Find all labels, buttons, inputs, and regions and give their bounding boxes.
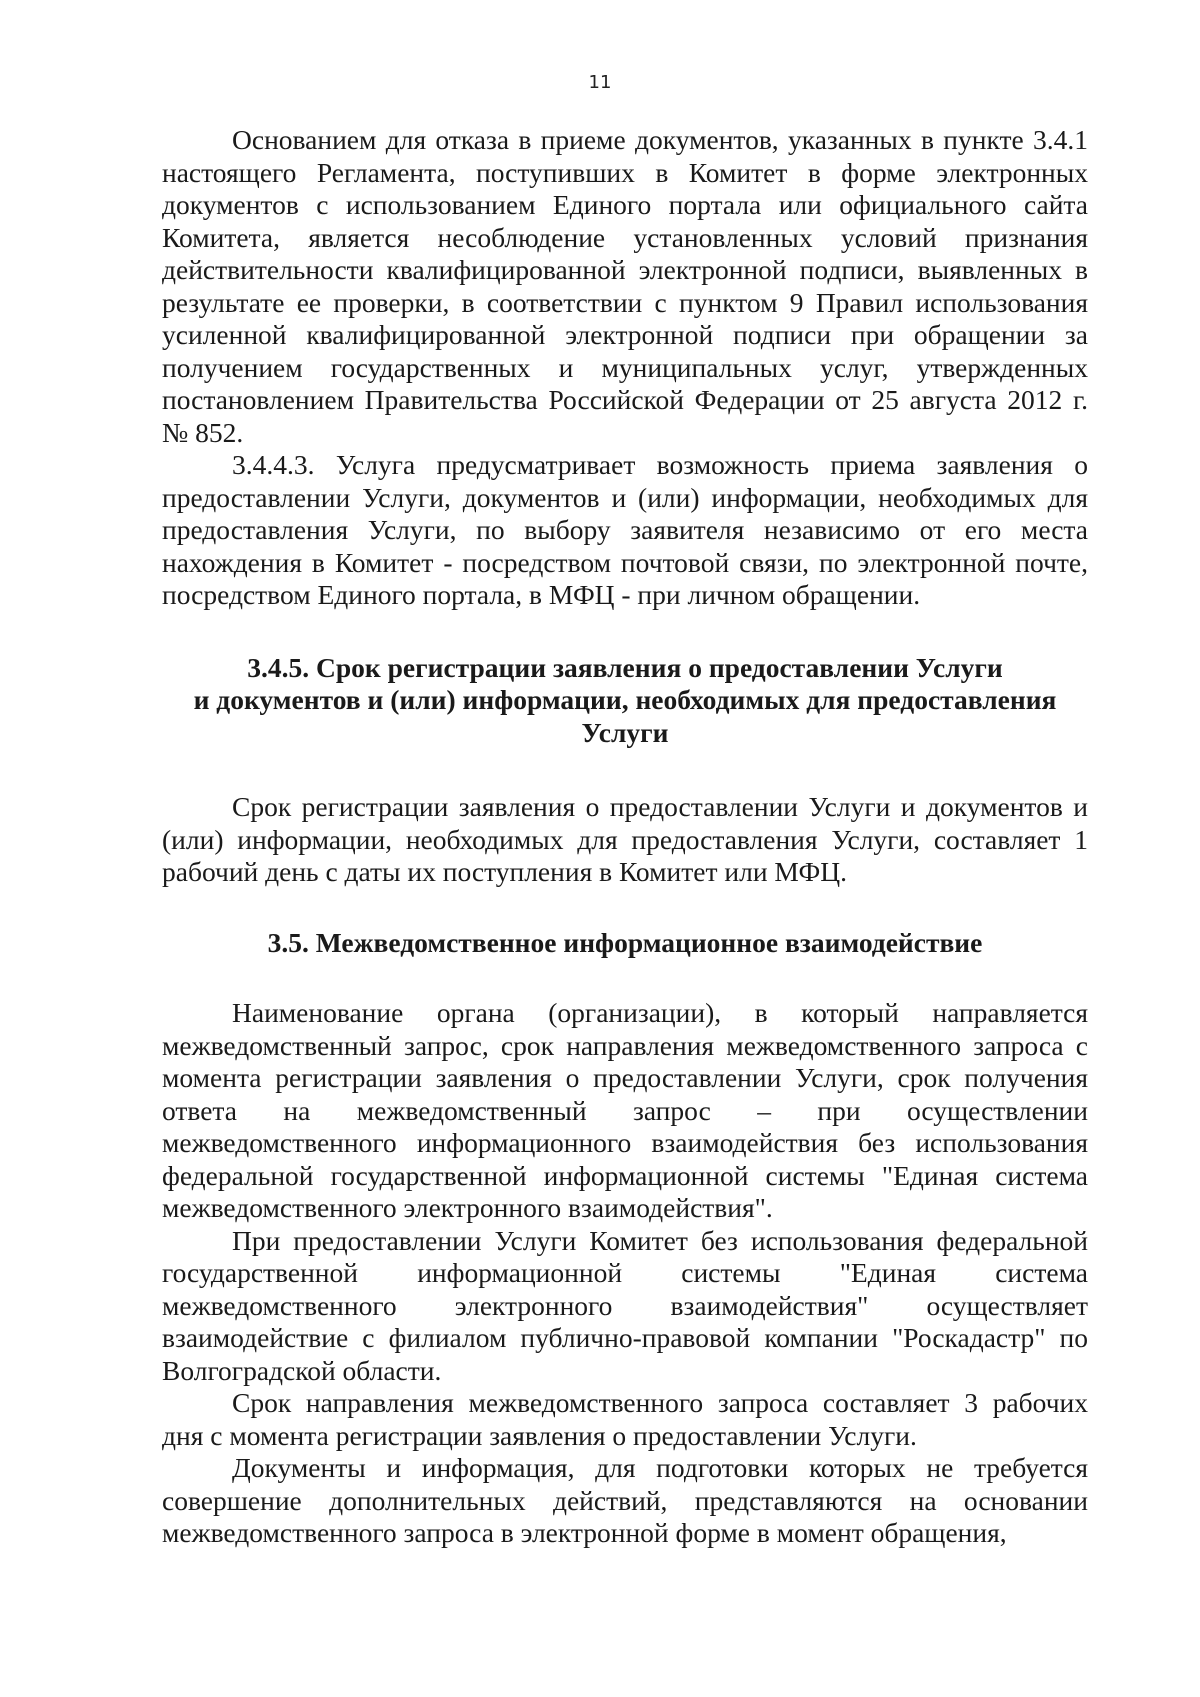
heading-line-1: 3.4.5. Срок регистрации заявления о предоставлении Услуги bbox=[247, 651, 1003, 683]
heading-line-3: Услуги bbox=[581, 716, 669, 748]
paragraph-3-4-4-3: 3.4.4.3. Услуга предусматривает возможность приема заявления о предоставлении Услуги, документов и (или) информации, необходимых для предоставления Услуги, по выбору заявителя независимо от его места нахождения в Комитет - посредством почтовой связи, по электронной почте, посредством Единого портала, в МФЦ - при личном обращении. bbox=[162, 449, 1088, 610]
document-body bbox=[162, 124, 1088, 1550]
heading-line-2: и документов и (или) информации, необходимых для предоставления bbox=[193, 684, 1057, 715]
section-heading-3-4-5 bbox=[162, 652, 1088, 750]
paragraph-registration-term: Срок регистрации заявления о предоставлении Услуги и документов и (или) информации, необходимых для предоставления Услуги, составляет 1 рабочий день с даты их поступления в Комитет или МФЦ. bbox=[162, 791, 1088, 887]
section-heading-3-5: 3.5. Межведомственное информационное взаимодействие bbox=[267, 926, 983, 958]
paragraph-refusal-grounds: Основанием для отказа в приеме документов, указанных в пункте 3.4.1 настоящего Регламента, поступивших в Комитет в форме электронных документов с использованием Единого портала или официального сайта Комитета, является несоблюдение установленных условий признания действительности квалифицированной электронной подписи, выявленных в результате ее проверки, в соответствии с пунктом 9 Правил использования усиленной квалифицированной электронной подписи при обращении за получением государственных и муниципальных услуг, утвержденных постановлением Правительства Российской Федерации от 25 августа 2012 г. № 852. bbox=[162, 124, 1088, 448]
page-number: 11 bbox=[588, 72, 612, 93]
paragraph-interagency-1: Наименование органа (организации), в который направляется межведомственный запрос, срок направления межведомственного запроса с момента регистрации заявления о предоставлении Услуги, срок получения ответа на межведомственный запрос – при осуществлении межведомственного информационного взаимодействия без использования федеральной государственной информационной системы "Единая система межведомственного электронного взаимодействия". bbox=[162, 997, 1088, 1223]
paragraph-interagency-2: При предоставлении Услуги Комитет без использования федеральной государственной информационной системы "Единая система межведомственного электронного взаимодействия" осуществляет взаимодействие с филиалом публично-правовой компании "Роскадастр" по Волгоградской области. bbox=[162, 1224, 1088, 1386]
paragraph-interagency-3: Срок направления межведомственного запроса составляет 3 рабочих дня с момента регистрации заявления о предоставлении Услуги. bbox=[162, 1387, 1088, 1451]
paragraph-interagency-4: Документы и информация, для подготовки которых не требуется совершение дополнительных действий, представляются на основании межведомственного запроса в электронной форме в момент обращения, bbox=[162, 1452, 1088, 1548]
